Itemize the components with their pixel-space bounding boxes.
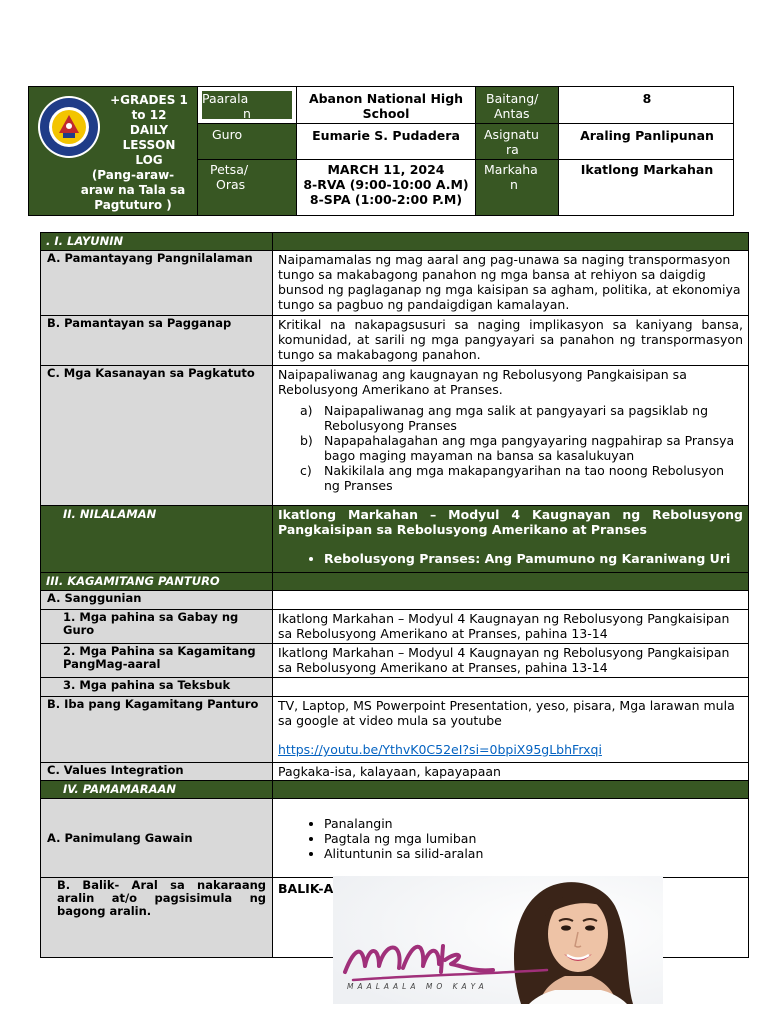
table-row bbox=[41, 763, 749, 781]
row-content bbox=[273, 799, 749, 878]
header-title-line: to 12 bbox=[131, 108, 167, 122]
row-label: A. Pamantayang Pangnilalaman bbox=[41, 251, 273, 316]
list-item bbox=[300, 463, 743, 493]
table-row bbox=[41, 678, 749, 697]
row-content: Ikatlong Markahan – Modyul 4 Kaugnayan ng Rebolusyong Pangkaisipan sa Rebolusyong Amerikano at Pranses, pahina 13-14 bbox=[273, 610, 749, 644]
header-title-line: araw na Tala sa bbox=[80, 183, 186, 197]
row-content bbox=[273, 591, 749, 610]
value-line: 8 bbox=[642, 91, 652, 106]
markahan-label bbox=[476, 160, 558, 215]
list-item: • Rebolusyong Pranses: Ang Pamumuno ng Karaniwang Uri bbox=[324, 551, 743, 566]
asignatura-value bbox=[559, 128, 735, 143]
value-line: Abanon National High bbox=[308, 91, 464, 106]
section-heading-fill bbox=[273, 233, 749, 251]
section-heading-fill bbox=[273, 781, 749, 799]
label-line: n bbox=[243, 106, 251, 121]
table-row bbox=[41, 251, 749, 316]
label-line: n bbox=[510, 177, 518, 192]
section-heading-nilalaman: II. NILALAMAN bbox=[41, 506, 273, 573]
header-title-cell bbox=[29, 87, 197, 215]
value-line: Ikatlong Markahan bbox=[580, 162, 714, 177]
value-line: Eumarie S. Pudadera bbox=[312, 128, 460, 143]
mmk-logo bbox=[333, 876, 334, 877]
header-title-line: LESSON bbox=[122, 138, 176, 152]
guro-label bbox=[198, 124, 296, 159]
kasanayan-intro: Naipapaliwanag ang kaugnayan ng Rebolusyong Pangkaisipan sa Rebolusyong Amerikano at Pranses. bbox=[278, 367, 687, 397]
row-content bbox=[273, 366, 749, 506]
header-title-line: LOG bbox=[135, 153, 163, 167]
label-line: Antas bbox=[494, 106, 530, 121]
label-line: ra bbox=[506, 142, 519, 157]
mmk-caption: MAALAALA MO KAYA bbox=[347, 982, 488, 991]
row-content: Naipamamalas ng mag aaral ang pag-unawa sa naging transpormasyon tungo sa makabagong panahon ng mga bansa at rehiyon sa daigdig bunsod ng paglaganap ng mga kaisipan sa agham, politika, at ekonomiya tungo sa pagbuo ng pandaigdigan kamalayan. bbox=[273, 251, 749, 316]
section-heading-pamamaraan: IV. PAMAMARAAN bbox=[41, 781, 273, 799]
list-text: Napapahalagahan ang mga pangyayaring nagpahirap sa Pransya bago maging mayaman na bansa sa kasalukuyan bbox=[324, 433, 735, 463]
deped-seal-icon bbox=[37, 95, 101, 159]
value-line: 8-SPA (1:00-2:00 P.M) bbox=[309, 192, 463, 207]
section-row bbox=[41, 233, 749, 251]
row-label: A. Panimulang Gawain bbox=[41, 799, 273, 878]
row-label: C. Values Integration bbox=[41, 763, 273, 781]
value-line: 8-RVA (9:00-10:00 A.M) bbox=[303, 177, 469, 192]
mmk-photo bbox=[333, 876, 663, 1004]
list-text: Nakikilala ang mga makapangyarihan na tao noong Rebolusyon ng Pranses bbox=[324, 463, 725, 493]
row-content: Pagkaka-isa, kalayaan, kapayapaan bbox=[273, 763, 749, 781]
table-row bbox=[41, 610, 749, 644]
nilalaman-list bbox=[278, 551, 743, 566]
table-row bbox=[41, 316, 749, 366]
markahan-value bbox=[559, 162, 735, 177]
list-marker: b) bbox=[300, 433, 313, 448]
row-label: B. Pamantayan sa Pagganap bbox=[41, 316, 273, 366]
paaralan-label bbox=[202, 91, 292, 119]
value-line: Araling Panlipunan bbox=[580, 128, 714, 143]
row-label: 3. Mga pahina sa Teksbuk bbox=[41, 678, 273, 697]
guro-value bbox=[297, 128, 475, 143]
row-label: 1. Mga pahina sa Gabay ng Guro bbox=[41, 610, 273, 644]
table-row bbox=[41, 799, 749, 878]
row-label: B. Balik- Aral sa nakaraang aralin at/o pagsisimula ng bagong aralin. bbox=[41, 878, 273, 958]
youtube-link[interactable]: https://youtu.be/YthvK0C52eI?si=0bpiX95gLbhFrxqi bbox=[278, 742, 602, 757]
list-text: Naipapaliwanag ang mga salik at pangyayari sa pagsiklab ng Rebolusyong Pranses bbox=[324, 403, 709, 433]
row-content: BALIK-A bbox=[273, 878, 749, 958]
lesson-log-header bbox=[28, 86, 734, 216]
row-content bbox=[273, 678, 749, 697]
table-row bbox=[41, 697, 749, 763]
petsa-value bbox=[297, 162, 475, 207]
asignatura-label bbox=[476, 124, 558, 159]
value-line: School bbox=[362, 106, 410, 121]
table-row bbox=[41, 366, 749, 506]
header-title-line: DAILY bbox=[129, 123, 169, 137]
label-line: Asignatu bbox=[484, 127, 539, 142]
label-line: Baitang/ bbox=[486, 91, 539, 106]
nilalaman-content bbox=[273, 506, 749, 573]
baitang-label bbox=[476, 87, 558, 123]
lesson-plan-table bbox=[40, 232, 749, 958]
list-item bbox=[300, 433, 743, 463]
row-label: 2. Mga Pahina sa Kagamitang PangMag-aaral bbox=[41, 644, 273, 678]
list-item: • Pagtala ng mga lumiban bbox=[324, 831, 743, 846]
section-row bbox=[41, 781, 749, 799]
value-line: MARCH 11, 2024 bbox=[327, 162, 445, 177]
row-content bbox=[273, 697, 749, 763]
list-item: • Panalangin bbox=[324, 816, 743, 831]
panimula-list bbox=[278, 816, 743, 861]
list-marker: a) bbox=[300, 403, 313, 418]
section-row bbox=[41, 573, 749, 591]
label-line: Petsa/ bbox=[210, 162, 249, 177]
header-title-line: Pagtuturo ) bbox=[94, 198, 172, 212]
materials-text: TV, Laptop, MS Powerpoint Presentation, yeso, pisara, Mga larawan mula sa google at video mula sa youtube bbox=[278, 698, 735, 728]
row-label: A. Sanggunian bbox=[41, 591, 273, 610]
baitang-value bbox=[559, 91, 735, 106]
label-line: Paarala bbox=[202, 91, 249, 106]
list-item: • Alituntunin sa silid-aralan bbox=[324, 846, 743, 861]
row-label: C. Mga Kasanayan sa Pagkatuto bbox=[41, 366, 273, 506]
section-heading-kagamitan: III. KAGAMITANG PANTURO bbox=[41, 573, 273, 591]
table-row bbox=[41, 591, 749, 610]
label-line: Oras bbox=[216, 177, 246, 192]
row-label: B. Iba pang Kagamitang Panturo bbox=[41, 697, 273, 763]
nilalaman-text: Ikatlong Markahan – Modyul 4 Kaugnayan ng Rebolusyong Pangkaisipan sa Rebolusyong Amerikano at Pranses bbox=[278, 507, 743, 537]
table-row bbox=[41, 644, 749, 678]
section-heading-fill bbox=[273, 573, 749, 591]
row-content: Kritikal na nakapagsusuri sa naging implikasyon sa kaniyang bansa, komunidad, at sarili ng mga pangyayari sa panahon ng transpormasyon tungo sa makabagong panahon. bbox=[273, 316, 749, 366]
section-row bbox=[41, 506, 749, 573]
petsa-label bbox=[198, 160, 296, 215]
paaralan-value bbox=[297, 91, 475, 121]
list-marker: c) bbox=[300, 463, 312, 478]
header-title-line: (Pang-araw- bbox=[91, 168, 175, 182]
row-content: Ikatlong Markahan – Modyul 4 Kaugnayan ng Rebolusyong Pangkaisipan sa Rebolusyong Amerikano at Pranses, pahina 13-14 bbox=[273, 644, 749, 678]
header-title-line: +GRADES 1 bbox=[110, 93, 188, 107]
list-item bbox=[300, 403, 743, 433]
label-line: Guro bbox=[212, 127, 243, 142]
label-line: Markaha bbox=[484, 162, 538, 177]
section-heading-layunin: . I. LAYUNIN bbox=[41, 233, 273, 251]
kasanayan-list bbox=[278, 403, 743, 493]
